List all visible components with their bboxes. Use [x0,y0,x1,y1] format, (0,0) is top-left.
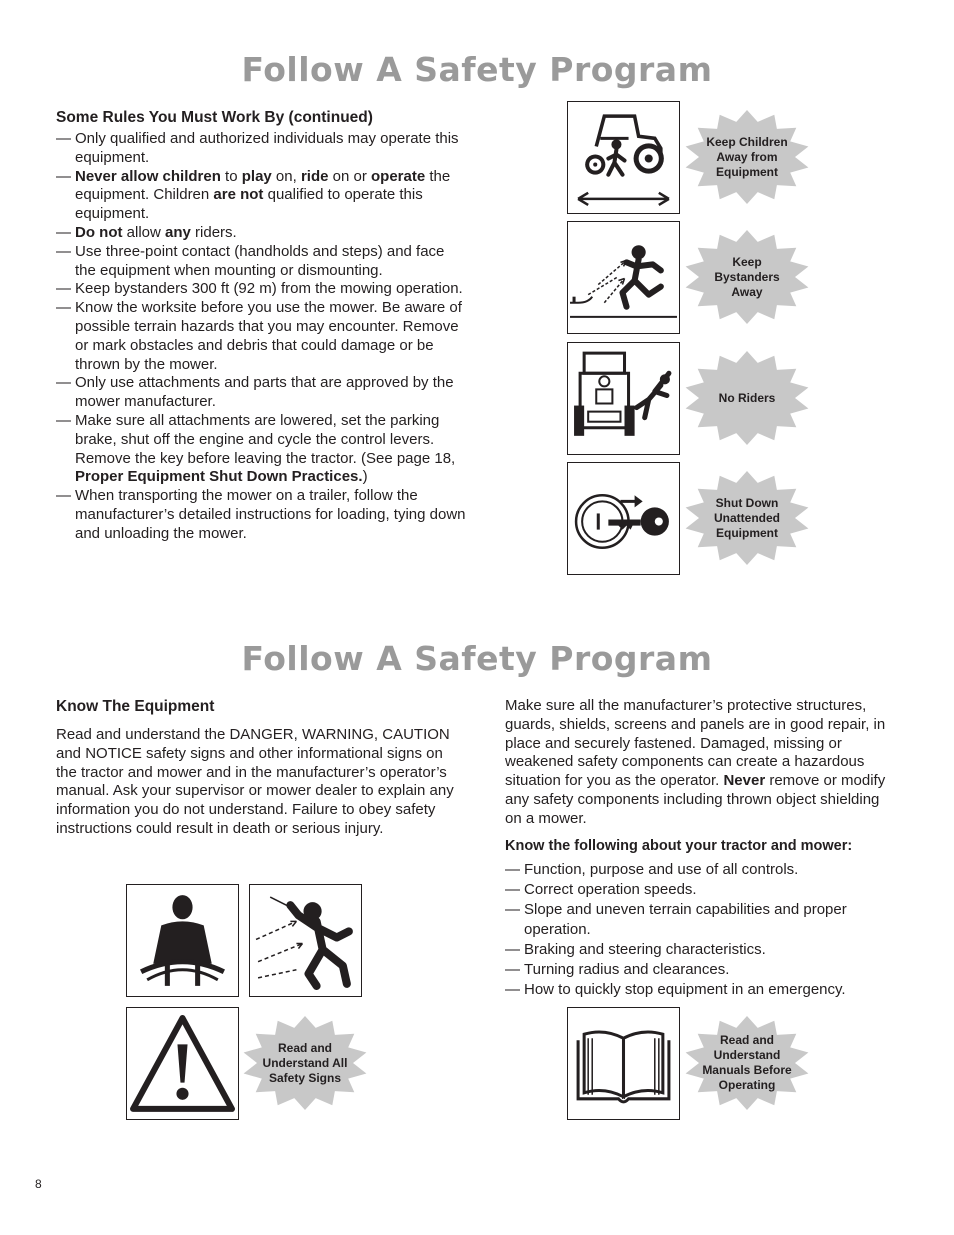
know-item: — Braking and steering characteristics. [505,940,905,960]
sign-label: Read and Understand All Safety Signs [262,1040,348,1085]
know-following-list [505,860,905,1000]
page-heading-bottom: Follow A Safety Program [241,639,713,678]
know-item: — How to quickly stop equipment in an emergency. [505,980,905,1000]
know-item: — Function, purpose and use of all controls. [505,860,905,880]
sign-label: Read and Understand Manuals Before Operating [702,1033,792,1092]
know-equipment-subheading: Know The Equipment [56,698,215,715]
rule-item: — Keep bystanders 300 ft (92 m) from the mowing operation. [56,280,466,299]
sign-label: Keep Children Away from Equipment [706,134,788,179]
sign-read-manuals [683,1015,811,1111]
sign-label: Keep Bystanders Away [714,254,780,299]
ignition-key-icon [567,462,680,575]
sign-shut-down [683,470,811,566]
rule-item: — Only qualified and authorized individuals may operate this equipment. [56,130,466,168]
open-manual-icon [567,1007,680,1120]
rules-list [56,130,466,544]
protective-structures-paragraph: Make sure all the manufacturer’s protective structures, guards, shields, screens and panels are in good repair, in place and securely fastened. Damaged, missing or weakened safety components can create a hazardous situation for you as the operator. Never remove or modify any safety components including thrown object shielding on a mower. [505,697,886,827]
rules-subheading: Some Rules You Must Work By (continued) [56,109,373,126]
rule-item: — Do not allow any riders. [56,224,466,243]
thrown-object-icon [567,221,680,334]
rule-item: — Use three-point contact (handholds and steps) and face the equipment when mounting or dismounting. [56,243,466,281]
know-item: — Correct operation speeds. [505,880,905,900]
know-item: — Turning radius and clearances. [505,960,905,980]
page-heading-top: Follow A Safety Program [241,50,713,89]
know-equipment-paragraph: Read and understand the DANGER, WARNING, CAUTION and NOTICE safety signs and other informational signs on the tractor and mower and in the manufacturer’s operator’s manual. Ask your supervisor or mower dealer to explain any information you do not understand. Failure to obey safety instructions could result in death or serious injury. [56,726,454,837]
know-following-heading: Know the following about your tractor and mower: [505,838,853,854]
rule-item: — Never allow children to play on, ride on or operate the equipment. Children are not qualified to operate this equipment. [56,168,466,224]
sign-read-safety-signs [241,1015,369,1111]
children-tractor-icon [567,101,680,214]
seatbelt-operator-icon [126,884,239,997]
sign-keep-bystanders [683,229,811,325]
sign-no-riders [683,350,811,446]
know-item: — Slope and uneven terrain capabilities and proper operation. [505,900,905,939]
sign-keep-children [683,109,811,205]
rule-item: — Know the worksite before you use the mower. Be aware of possible terrain hazards that you may encounter. Remove or mark obstacles and debris that could damage or be thrown by the mower. [56,299,466,374]
rule-item: — Only use attachments and parts that are approved by the mower manufacturer. [56,374,466,412]
page-number: 8 [35,1177,42,1191]
sign-label: Shut Down Unattended Equipment [714,495,780,540]
rule-item: — Make sure all attachments are lowered, set the parking brake, shut off the engine and cycle the control levers. Remove the key before leaving the tractor. (See page 18, Proper Equipment Shut Down Practices.) [56,412,466,487]
rule-item: — When transporting the mower on a trailer, follow the manufacturer’s detailed instructions for loading, tying down and unloading the mower. [56,487,466,543]
thrown-object-person-icon [249,884,362,997]
sign-label: No Riders [718,390,776,405]
warning-triangle-icon [126,1007,239,1120]
no-riders-icon [567,342,680,455]
